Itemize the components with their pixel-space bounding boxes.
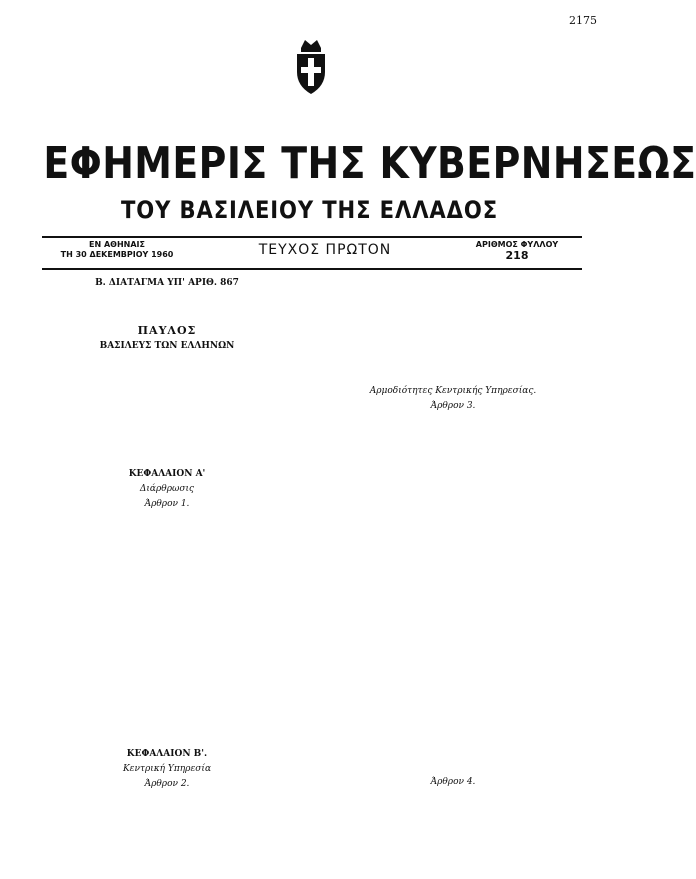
sheet-number: 218 [505, 249, 529, 262]
article-4-heading: Άρθρον 4. [430, 777, 476, 787]
issue-place-date [42, 240, 192, 260]
chapter-b-title: Κεντρική Υπηρεσία [122, 764, 212, 774]
gazette-title: ΕΦΗΜΕΡΙΣ ΤΗΣ ΚΥΒΕΡΝΗΣΕΩΣ [43, 138, 696, 189]
king-title: ΒΑΣΙΛΕΥΣ ΤΩΝ ΕΛΛΗΝΩΝ [99, 341, 235, 351]
left-column [36, 274, 298, 874]
sheet-number-block [452, 240, 582, 262]
issue-place: ΕΝ ΑΘΗΝΑΙΣ [89, 240, 145, 249]
masthead-info-row [42, 238, 582, 266]
competences-heading: Αρμοδιότητες Κεντρικής Υπηρεσίας. [369, 386, 537, 396]
masthead-bottom-rule [42, 268, 582, 270]
article-2-heading: Άρθρον 2. [144, 779, 190, 789]
coat-of-arms-icon [289, 38, 333, 96]
sheet-label: ΑΡΙΘΜΟΣ ΦΥΛΛΟΥ [475, 240, 559, 249]
gazette-subtitle: ΤΟΥ ΒΑΣΙΛΕΙΟΥ ΤΗΣ ΕΛΛΑΔΟΣ [120, 196, 499, 224]
article-3-heading: Άρθρον 3. [430, 401, 476, 411]
chapter-a-heading: ΚΕΦΑΛΑΙΟΝ Α' [128, 469, 206, 479]
chapter-b-heading: ΚΕΦΑΛΑΙΟΝ Β'. [126, 749, 208, 759]
issue-date: ΤΗ 30 ΔΕΚΕΜΒΡΙΟΥ 1960 [60, 250, 174, 259]
chapter-a-title: Διάρθρωσις [139, 484, 195, 494]
issue-part: ΤΕΥΧΟΣ ΠΡΩΤΟΝ [258, 242, 392, 258]
king-name: ΠΑΥΛΟΣ [137, 324, 197, 337]
article-1-heading: Άρθρον 1. [144, 499, 190, 509]
decree-heading: Β. ΔΙΑΤΑΓΜΑ ΥΠ' ΑΡΙΘ. 867 [95, 278, 239, 288]
right-column [322, 274, 584, 874]
page-number: 2175 [569, 14, 597, 27]
